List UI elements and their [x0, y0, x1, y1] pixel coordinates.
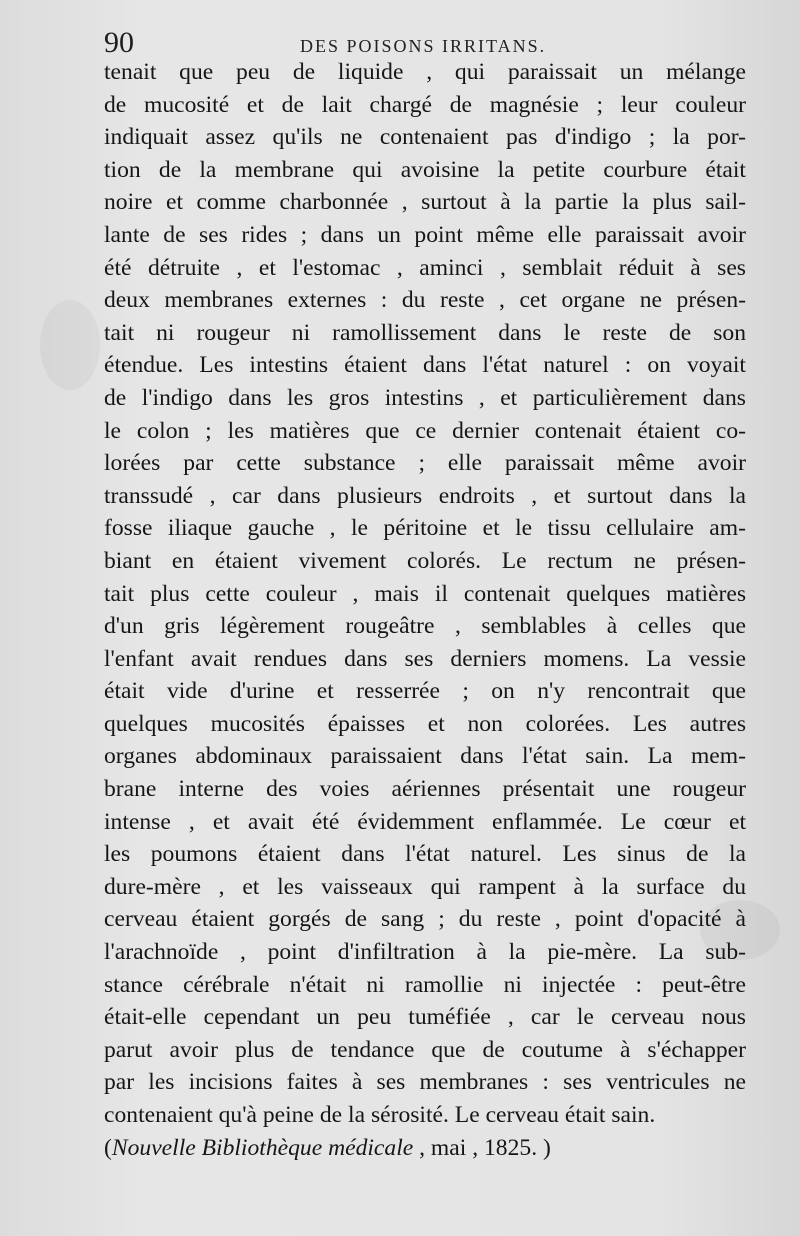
text-line: tenait que peu de liquide , qui paraissait un mélange — [104, 59, 746, 85]
text-line: étendue. Les intestins étaient dans l'état naturel : on voyait — [104, 352, 746, 379]
text-line: par les incisions faites à ses membranes : ses ventricules ne — [104, 1069, 746, 1096]
text-line: de l'indigo dans les gros intestins , et particulièrement dans — [104, 384, 746, 411]
text-line: l'enfant avait rendues dans ses derniers momens. La vessie — [104, 645, 746, 672]
text-line: dure-mère , et les vaisseaux qui rampent à la surface du — [104, 873, 746, 900]
text-line: noire et comme charbonnée , surtout à la partie la plus sail- — [104, 189, 746, 216]
text-line: parut avoir plus de tendance que de coutume à s'échapper — [104, 1036, 746, 1063]
text-line: était-elle cependant un peu tuméfiée , car le cerveau nous — [104, 1004, 746, 1031]
text-line: le colon ; les matières que ce dernier contenait étaient co- — [104, 417, 746, 444]
text-line: été détruite , et l'estomac , aminci , semblait réduit à ses — [104, 254, 746, 281]
text-line: quelques mucosités épaisses et non colorées. Les autres — [104, 710, 746, 737]
text-line: indiquait assez qu'ils ne contenaient pas d'indigo ; la por- — [104, 124, 746, 151]
text-line: de mucosité et de lait chargé de magnésie ; leur couleur — [104, 91, 746, 118]
text-line: d'un gris légèrement rougeâtre , semblables à celles que — [104, 613, 746, 640]
citation-open-paren: ( — [104, 1134, 112, 1161]
text-line: fosse iliaque gauche , le péritoine et le tissu cellulaire am- — [104, 515, 746, 542]
text-line: lorées par cette substance ; elle paraissait même avoir — [104, 450, 746, 477]
page-number: 90 — [104, 26, 134, 59]
running-title: DES POISONS IRRITANS. — [300, 36, 547, 56]
text-line: transsudé , car dans plusieurs endroits , et surtout dans la — [104, 482, 746, 509]
text-line: l'arachnoïde , point d'infiltration à la pie-mère. La sub- — [104, 939, 746, 966]
text-line: biant en étaient vivement colorés. Le rectum ne présen- — [104, 547, 746, 574]
text-line: tait plus cette couleur , mais il contenait quelques matières — [104, 580, 746, 607]
text-line: brane interne des voies aériennes présentait une rougeur — [104, 776, 746, 803]
citation-date: , mai , 1825. ) — [413, 1134, 551, 1161]
citation-source-title: Nouvelle Bibliothèque médicale — [111, 1134, 414, 1161]
text-line: tait ni rougeur ni ramollissement dans le reste de son — [104, 319, 746, 346]
text-line: était vide d'urine et resserrée ; on n'y rencontrait que — [104, 678, 746, 705]
citation — [104, 1132, 746, 1165]
text-line: cerveau étaient gorgés de sang ; du reste , point d'opacité à — [104, 906, 746, 933]
body-text — [104, 56, 746, 1164]
text-line: les poumons étaient dans l'état naturel. Les sinus de la — [104, 841, 746, 868]
text-line: stance cérébrale n'était ni ramollie ni injectée : peut-être — [104, 971, 746, 998]
text-line: tion de la membrane qui avoisine la petite courbure était — [104, 156, 746, 183]
text-line: lante de ses rides ; dans un point même elle paraissait avoir — [104, 221, 746, 248]
paper-stain — [40, 300, 100, 390]
text-line: intense , et avait été évidemment enflammée. Le cœur et — [104, 808, 746, 835]
text-line: deux membranes externes : du reste , cet organe ne présen- — [104, 287, 746, 314]
text-line: organes abdominaux paraissaient dans l'état sain. La mem- — [104, 743, 746, 770]
text-line: contenaient qu'à peine de la sérosité. Le cerveau était sain. — [104, 1102, 656, 1128]
